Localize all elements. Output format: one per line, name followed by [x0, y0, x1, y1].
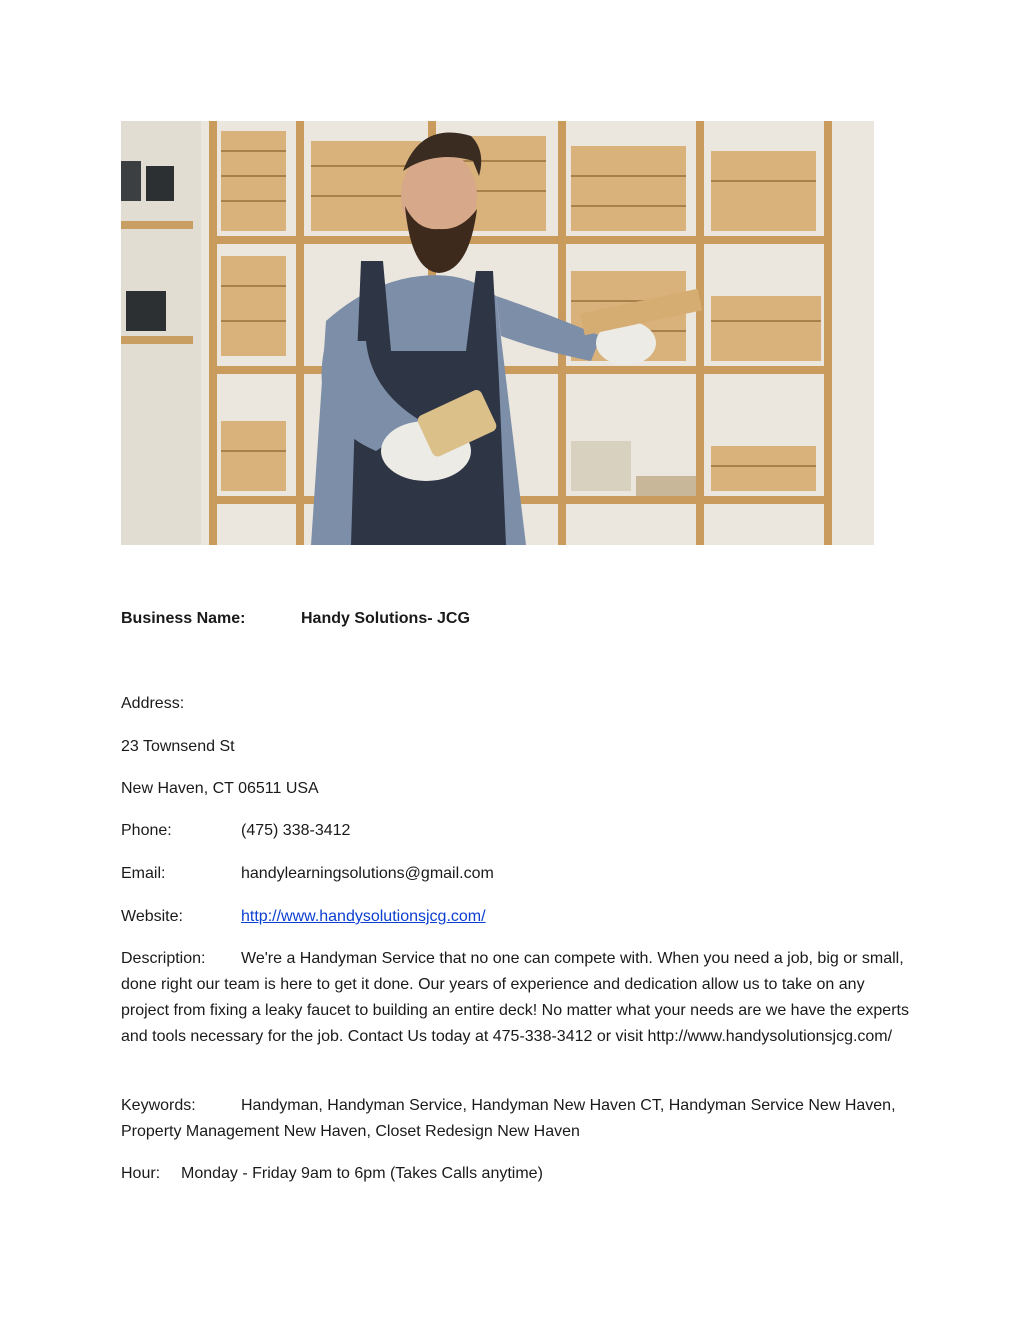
phone-value: (475) 338-3412: [241, 822, 351, 839]
business-name-row: [121, 609, 470, 629]
address-line1: 23 Townsend St: [121, 738, 235, 755]
hours-value: Monday - Friday 9am to 6pm (Takes Calls anytime): [181, 1165, 543, 1182]
hours-label: Hour:: [121, 1165, 161, 1182]
phone-label: Phone:: [121, 822, 172, 839]
email-value: handylearningsolutions@gmail.com: [241, 865, 494, 882]
description-label: Description:: [121, 950, 206, 967]
address-line2: New Haven, CT 06511 USA: [121, 780, 319, 797]
description-paragraph: [121, 946, 911, 1050]
website-label: Website:: [121, 908, 183, 925]
website-row: [121, 907, 486, 927]
email-label: Email:: [121, 865, 166, 882]
business-name-label: Business Name:: [121, 610, 246, 627]
email-row: [121, 864, 494, 884]
phone-row: [121, 821, 351, 841]
keywords-text: Handyman, Handyman Service, Handyman New Haven CT, Handyman Service New Haven, Property Management New Haven, Closet Redesign New Haven: [121, 1097, 896, 1140]
hours-row: [121, 1164, 543, 1184]
keywords-paragraph: [121, 1093, 911, 1145]
website-link[interactable]: http://www.handysolutionsjcg.com/: [241, 908, 486, 925]
handyman-photo: [121, 121, 874, 545]
address-label: Address:: [121, 695, 185, 712]
business-name-value: Handy Solutions- JCG: [301, 610, 470, 627]
keywords-label: Keywords:: [121, 1097, 196, 1114]
description-text: We're a Handyman Service that no one can compete with. When you need a job, big or small, done right our team is here to get it done. Our years of experience and dedication allow us to take on any project from fixing a leaky faucet to building an entire deck! No matter what your needs are we have the experts and tools necessary for the job. Contact Us today at 475-338-3412 or visit http://www.handysolutionsjcg.com/: [121, 950, 909, 1045]
